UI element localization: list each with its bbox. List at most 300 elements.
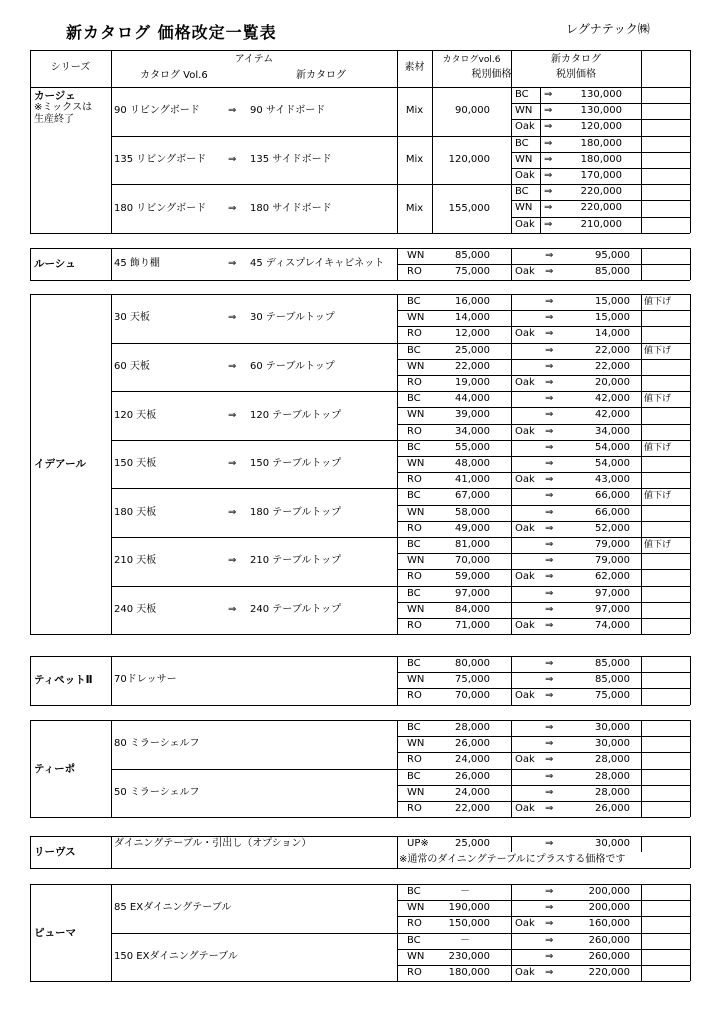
old-price: 26,000	[455, 770, 490, 782]
new-finish: Oak	[515, 266, 535, 278]
new-price: 62,000	[595, 571, 630, 583]
new-price: 130,000	[580, 105, 622, 117]
row-border	[397, 424, 690, 425]
finish: Oak	[515, 170, 535, 181]
item-old-name: 50 ミラーシェルフ	[114, 786, 200, 798]
finish: BC	[407, 441, 421, 453]
grid-line	[690, 656, 691, 705]
section-border	[30, 705, 690, 706]
row-border	[397, 407, 690, 408]
finish: RO	[407, 328, 422, 340]
item-old-name: 90 リビングボード	[114, 105, 200, 117]
old-price: 230,000	[448, 950, 490, 962]
arrow-icon: ⇒	[545, 838, 554, 849]
grid-line	[511, 440, 512, 456]
grid-line	[641, 656, 642, 672]
section-border	[30, 981, 690, 982]
old-price: 70,000	[455, 555, 490, 567]
finish: RO	[407, 474, 422, 486]
arrow-icon: ⇒	[545, 312, 554, 324]
arrow-icon: ⇒	[545, 377, 554, 388]
grid-line	[511, 602, 512, 618]
arrow-icon: ⇒	[545, 886, 554, 897]
arrow-icon: ⇒	[545, 754, 554, 766]
grid-line	[641, 949, 642, 965]
old-price: 85,000	[455, 250, 490, 261]
arrow-icon: ⇒	[545, 344, 554, 356]
old-price: 81,000	[455, 539, 490, 550]
grid-line	[511, 949, 512, 965]
old-price: －	[460, 886, 470, 897]
arrow-icon: ⇒	[545, 328, 554, 340]
section-border	[30, 248, 690, 249]
grid-line	[641, 801, 642, 817]
old-price: 22,000	[455, 803, 490, 814]
new-price: 28,000	[595, 754, 630, 766]
old-price: 26,000	[455, 738, 490, 750]
new-price: 30,000	[595, 722, 630, 733]
row-border	[511, 217, 690, 218]
section-border	[30, 294, 690, 295]
old-price: 14,000	[455, 312, 490, 324]
grid-line	[511, 343, 512, 359]
arrow-icon: ⇒	[228, 506, 237, 518]
grid-line	[641, 472, 642, 488]
row-border	[397, 688, 690, 689]
grid-line	[397, 836, 398, 868]
old-price: 12,000	[455, 328, 490, 340]
price-down-note: 値下げ	[644, 345, 672, 356]
grid-line	[511, 537, 512, 553]
grid-line	[511, 424, 512, 440]
grid-line	[690, 836, 691, 868]
finish: RO	[407, 918, 422, 930]
row-border	[397, 359, 690, 360]
grid-line	[511, 801, 512, 817]
arrow-icon: ⇒	[545, 803, 554, 814]
new-price: 42,000	[595, 393, 630, 405]
arrow-icon: ⇒	[545, 474, 554, 486]
new-price: 14,000	[595, 328, 630, 340]
finish: WN	[515, 153, 533, 165]
old-price: 22,000	[455, 360, 490, 372]
new-price: 66,000	[595, 506, 630, 518]
row-border	[397, 618, 690, 619]
old-price: 25,000	[455, 838, 490, 849]
grid-line	[641, 440, 642, 456]
new-finish: Oak	[515, 918, 535, 930]
old-price: 41,000	[455, 474, 490, 486]
item-old-name: 180 リビングボード	[114, 202, 207, 214]
finish: WN	[407, 250, 425, 261]
new-price: 74,000	[595, 620, 630, 631]
grid-line	[511, 720, 512, 736]
finish: BC	[407, 886, 421, 897]
row-border	[397, 264, 690, 265]
grid-line	[111, 87, 112, 233]
finish: BC	[515, 186, 529, 198]
new-price: 52,000	[595, 522, 630, 534]
new-finish: Oak	[515, 754, 535, 766]
item-new-name: 30 テーブルトップ	[250, 312, 335, 324]
finish: RO	[407, 690, 422, 702]
grid-line	[111, 836, 112, 868]
grid-line	[641, 521, 642, 537]
grid-line	[641, 672, 642, 688]
grid-line	[511, 569, 512, 585]
item-old-name: 60 天板	[114, 360, 150, 372]
arrow-icon: ⇒	[228, 360, 237, 372]
section-border	[30, 87, 690, 88]
item-new-name: 135 サイドボード	[250, 153, 332, 165]
grid-line	[641, 359, 642, 375]
arrow-icon: ⇒	[228, 153, 237, 165]
arrow-icon: ⇒	[545, 296, 554, 307]
grid-line	[511, 916, 512, 932]
grid-line	[641, 836, 642, 852]
item-old-name: 120 天板	[114, 409, 157, 421]
new-price: 220,000	[580, 186, 622, 198]
header-old-price: 税別価格	[471, 69, 512, 80]
series-label: ルーシュ	[34, 258, 76, 271]
old-price: 25,000	[455, 344, 490, 356]
grid-line	[511, 472, 512, 488]
row-border	[397, 736, 690, 737]
arrow-icon: ⇒	[544, 218, 553, 230]
series-label: ティペットⅡ	[34, 674, 93, 687]
row-border	[397, 456, 690, 457]
grid-line	[30, 884, 31, 981]
item-old-name: 150 天板	[114, 458, 157, 470]
old-price: 34,000	[455, 425, 490, 437]
grid-line	[511, 553, 512, 569]
arrow-icon: ⇒	[545, 539, 554, 550]
new-price: 200,000	[588, 886, 630, 897]
finish: WN	[407, 409, 425, 421]
grid-line	[511, 391, 512, 407]
old-price: 75,000	[455, 266, 490, 278]
arrow-icon: ⇒	[228, 458, 237, 470]
old-price: 24,000	[455, 754, 490, 766]
arrow-icon: ⇒	[545, 393, 554, 405]
grid-line	[511, 752, 512, 768]
grid-line	[397, 294, 398, 634]
grid-line	[641, 537, 642, 553]
series-label: ※ミックスは	[34, 102, 93, 113]
arrow-icon: ⇒	[545, 786, 554, 798]
arrow-icon: ⇒	[545, 918, 554, 930]
grid-line	[641, 884, 642, 900]
finish: BC	[407, 393, 421, 405]
arrow-icon: ⇒	[544, 202, 553, 214]
grid-line	[511, 965, 512, 981]
item-old-name: 70ドレッサー	[114, 674, 177, 686]
row-border	[511, 119, 690, 120]
row-border	[511, 152, 690, 153]
grid-line	[511, 688, 512, 704]
arrow-icon: ⇒	[545, 603, 554, 615]
finish: BC	[407, 934, 421, 946]
arrow-icon: ⇒	[545, 587, 554, 599]
new-finish: Oak	[515, 474, 535, 486]
group-border	[111, 136, 690, 137]
group-border	[111, 933, 690, 934]
finish: RO	[407, 377, 422, 388]
new-price: 160,000	[588, 918, 630, 930]
header-new-price: 税別価格	[556, 69, 596, 80]
new-price: 79,000	[595, 539, 630, 550]
row-border	[397, 553, 690, 554]
grid-line	[641, 586, 642, 602]
new-price: 170,000	[580, 170, 622, 181]
arrow-icon: ⇒	[545, 555, 554, 567]
header-new-catalog: 新カタログ	[296, 70, 346, 81]
row-border	[397, 375, 690, 376]
arrow-icon: ⇒	[545, 425, 554, 437]
new-price: 30,000	[595, 838, 630, 849]
finish: WN	[515, 105, 533, 117]
grid-line	[641, 184, 642, 233]
new-finish: Oak	[515, 328, 535, 340]
grid-line	[641, 752, 642, 768]
row-border	[397, 505, 690, 506]
new-price: 54,000	[595, 441, 630, 453]
arrow-icon: ⇒	[545, 458, 554, 469]
header-material: 素材	[404, 62, 425, 73]
old-price: 19,000	[455, 377, 490, 388]
series-label: カージェ	[34, 90, 76, 102]
arrow-icon: ⇒	[545, 360, 554, 372]
new-finish: Oak	[515, 967, 535, 978]
row-border	[397, 752, 690, 753]
grid-line	[511, 656, 512, 672]
section-border	[30, 233, 690, 234]
row-border	[511, 200, 690, 201]
grid-line	[641, 87, 642, 136]
grid-line	[641, 602, 642, 618]
arrow-icon: ⇒	[228, 603, 237, 615]
new-price: 15,000	[595, 296, 630, 307]
old-price: 120,000	[448, 153, 490, 165]
grid-line	[641, 248, 642, 264]
section-border	[30, 817, 690, 818]
old-price: 70,000	[455, 690, 490, 702]
arrow-icon: ⇒	[545, 934, 554, 946]
grid-line	[511, 326, 512, 342]
finish: WN	[515, 202, 533, 214]
item-old-name: 210 天板	[114, 555, 157, 567]
new-price: 180,000	[580, 153, 622, 165]
row-border	[511, 168, 690, 169]
old-price: 39,000	[455, 409, 490, 421]
new-price: 34,000	[595, 425, 630, 437]
new-price: 130,000	[580, 89, 622, 100]
material: Mix	[405, 105, 424, 117]
grid-line	[641, 785, 642, 801]
row-border	[511, 103, 690, 104]
grid-line	[511, 184, 512, 233]
new-price: 85,000	[595, 658, 630, 669]
grid-line	[690, 294, 691, 634]
row-border	[397, 900, 690, 901]
arrow-icon: ⇒	[544, 121, 553, 133]
arrow-icon: ⇒	[545, 490, 554, 502]
finish: RO	[407, 522, 422, 534]
old-price: 44,000	[455, 393, 490, 405]
item-old-name: 30 天板	[114, 312, 150, 324]
finish: WN	[407, 738, 425, 750]
finish: BC	[407, 539, 421, 550]
grid-line	[511, 248, 512, 264]
item-new-name: 120 テーブルトップ	[250, 409, 342, 421]
old-price: 28,000	[455, 722, 490, 733]
group-border	[111, 391, 690, 392]
grid-line	[690, 248, 691, 280]
grid-line	[511, 836, 512, 852]
grid-line	[511, 359, 512, 375]
grid-line	[511, 884, 512, 900]
finish: BC	[407, 658, 421, 669]
arrow-icon: ⇒	[544, 89, 553, 100]
grid-line	[641, 965, 642, 981]
header-new-price: 新カタログ	[551, 54, 601, 65]
finish: RO	[407, 620, 422, 631]
grid-line	[511, 736, 512, 752]
old-price: 71,000	[455, 620, 490, 631]
grid-line	[641, 424, 642, 440]
arrow-icon: ⇒	[228, 312, 237, 324]
new-finish: Oak	[515, 522, 535, 534]
new-price: 220,000	[588, 967, 630, 978]
price-down-note: 値下げ	[644, 394, 672, 405]
new-price: 15,000	[595, 312, 630, 324]
arrow-icon: ⇒	[544, 137, 553, 149]
grid-line	[111, 656, 112, 705]
grid-line	[511, 505, 512, 521]
old-price: 49,000	[455, 522, 490, 534]
section-border	[30, 656, 690, 657]
grid-line	[511, 900, 512, 916]
group-border	[111, 488, 690, 489]
grid-line	[111, 294, 112, 634]
grid-line	[641, 569, 642, 585]
page-title: 新カタログ 価格改定一覧表	[66, 23, 277, 42]
arrow-icon: ⇒	[545, 950, 554, 962]
group-border	[111, 586, 690, 587]
price-down-note: 値下げ	[644, 442, 672, 453]
new-price: 42,000	[595, 409, 630, 421]
header-old-price: カタログvol.6	[442, 55, 501, 65]
finish: WN	[407, 458, 425, 469]
section-border	[30, 884, 690, 885]
new-finish: Oak	[515, 571, 535, 583]
grid-line	[690, 87, 691, 233]
arrow-icon: ⇒	[545, 722, 554, 733]
finish: BC	[407, 770, 421, 782]
grid-line	[511, 488, 512, 504]
arrow-icon: ⇒	[545, 770, 554, 782]
new-finish: Oak	[515, 620, 535, 631]
row-border	[397, 965, 690, 966]
grid-line	[511, 933, 512, 949]
series-label: リーヴス	[34, 846, 76, 859]
item-old-name: 45 飾り棚	[114, 258, 160, 270]
section-border	[30, 280, 690, 281]
grid-line	[641, 456, 642, 472]
new-price: 30,000	[595, 738, 630, 750]
group-border	[111, 343, 690, 344]
company-name: レグナテック㈱	[566, 22, 650, 36]
grid-line	[511, 264, 512, 280]
finish: BC	[407, 344, 421, 356]
grid-line	[30, 248, 31, 280]
finish: BC	[515, 137, 529, 149]
new-price: 75,000	[595, 690, 630, 702]
item-old-name: 240 天板	[114, 603, 157, 615]
row-border	[397, 472, 690, 473]
arrow-icon: ⇒	[228, 555, 237, 567]
finish: WN	[407, 360, 425, 372]
header-catalog-vol6: カタログ Vol.6	[140, 70, 208, 81]
series-label: ティーポ	[34, 762, 76, 775]
finish: Oak	[515, 121, 535, 133]
finish: WN	[407, 312, 425, 324]
item-new-name: 240 テーブルトップ	[250, 603, 342, 615]
row-border	[397, 916, 690, 917]
grid-line	[641, 505, 642, 521]
grid-line	[641, 736, 642, 752]
new-finish: Oak	[515, 803, 535, 814]
arrow-icon: ⇒	[228, 105, 237, 117]
row-border	[397, 310, 690, 311]
row-border	[397, 801, 690, 802]
item-old-name: 85 EXダイニングテーブル	[114, 902, 232, 914]
finish: RO	[407, 266, 422, 278]
footnote: ※通常のダイニングテーブルにプラスする価格です	[399, 854, 626, 866]
grid-line	[641, 50, 642, 87]
grid-line	[641, 343, 642, 359]
group-border	[111, 440, 690, 441]
row-border	[397, 785, 690, 786]
grid-line	[511, 407, 512, 423]
finish: RO	[407, 571, 422, 583]
arrow-icon: ⇒	[545, 738, 554, 750]
new-price: 120,000	[580, 121, 622, 133]
arrow-icon: ⇒	[544, 153, 553, 165]
new-price: 79,000	[595, 555, 630, 567]
item-new-name: 60 テーブルトップ	[250, 360, 335, 372]
grid-line	[641, 326, 642, 342]
section-border	[30, 720, 690, 721]
grid-line	[641, 294, 642, 310]
price-down-note: 値下げ	[644, 540, 672, 550]
item-old-name: 150 EXダイニングテーブル	[114, 950, 238, 962]
grid-line	[511, 375, 512, 391]
arrow-icon: ⇒	[545, 571, 554, 583]
arrow-icon: ⇒	[545, 250, 554, 261]
grid-line	[30, 294, 31, 634]
row-border	[397, 521, 690, 522]
item-new-name: 45 ディスプレイキャビネット	[250, 258, 385, 270]
series-label: 生産終了	[34, 114, 74, 125]
old-price: 90,000	[455, 105, 490, 117]
row-border	[397, 602, 690, 603]
new-price: 95,000	[595, 250, 630, 261]
finish: WN	[407, 786, 425, 798]
old-price: 155,000	[448, 202, 490, 214]
finish: WN	[407, 674, 425, 686]
new-price: 85,000	[595, 266, 630, 278]
